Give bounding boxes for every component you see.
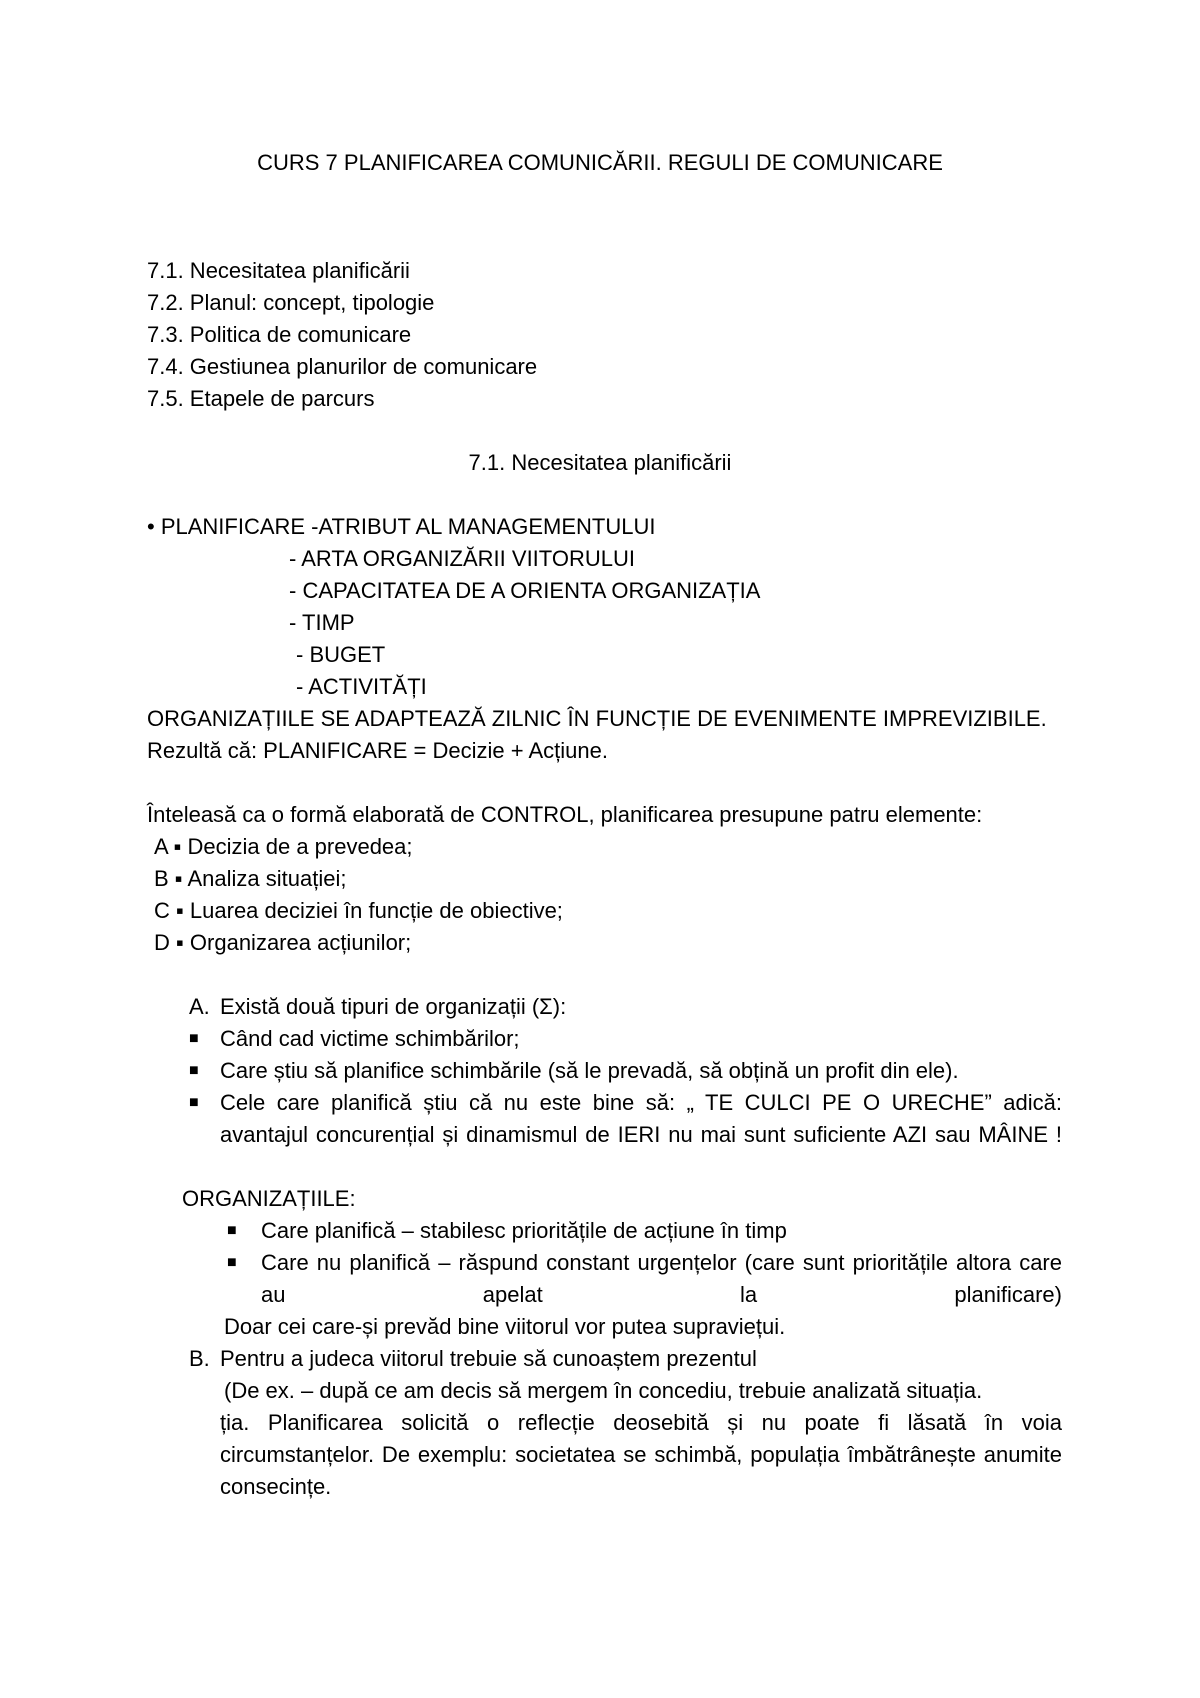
section-b-paragraph: ția. Planificarea solicită o reflecție deosebită și nu poate fi lăsată în voia circumstanțelor. De exemplu: societatea se schimbă, populația îmbătrânește anumite consecințe. (220, 1410, 1062, 1499)
element-item: B ▪ Analiza situației; (154, 866, 347, 891)
page-title: CURS 7 PLANIFICAREA COMUNICĂRII. REGULI DE COMUNICARE (257, 150, 943, 175)
organizatiile-bullet: Care nu planifică – răspund constant urgențelor (care sunt prioritățile altora care au apelat la planificare) (261, 1250, 1062, 1307)
square-bullet-icon: ■ (227, 1222, 237, 1239)
toc-item: 7.1. Necesitatea planificării (147, 258, 410, 283)
planificare-result: Rezultă că: PLANIFICARE = Decizie + Acțiune. (147, 738, 608, 763)
section-a-bullet: Care știu să planifice schimbările (să le prevadă, să obțină un profit din ele). (220, 1058, 959, 1083)
square-bullet-icon: ■ (189, 1094, 199, 1111)
planificare-attribute: - ARTA ORGANIZĂRII VIITORULUI (289, 546, 635, 571)
elements-intro: Înteleasă ca o formă elaborată de CONTROL, planificarea presupune patru elemente: (147, 802, 983, 827)
planificare-main: • PLANIFICARE -ATRIBUT AL MANAGEMENTULUI (147, 514, 656, 539)
organizatiile-bullet: Care planifică – stabilesc prioritățile de acțiune în timp (261, 1218, 787, 1243)
square-bullet-icon: ■ (189, 1062, 199, 1079)
section-a-bullet: Cele care planifică știu că nu este bine să: „ TE CULCI PE O URECHE” adică: avantajul concurențial și dinamismul de IERI nu mai sunt suficiente AZI sau MÂINE ! (220, 1090, 1062, 1147)
planificare-attribute: - TIMP (289, 610, 355, 635)
toc-item: 7.4. Gestiunea planurilor de comunicare (147, 354, 538, 379)
element-item: D ▪ Organizarea acțiunilor; (154, 930, 412, 955)
toc-item: 7.3. Politica de comunicare (147, 322, 412, 347)
element-item: C ▪ Luarea deciziei în funcție de obiective; (154, 898, 563, 923)
section-b-marker: B. (189, 1346, 210, 1371)
element-item: A ▪ Decizia de a prevedea; (154, 834, 413, 859)
section-a-conclusion: Doar cei care-și prevăd bine viitorul vor putea supraviețui. (224, 1314, 786, 1339)
section-heading: 7.1. Necesitatea planificării (468, 450, 732, 475)
section-a-heading: Există două tipuri de organizații (Σ): (220, 994, 567, 1019)
square-bullet-icon: ■ (189, 1030, 199, 1047)
planificare-attribute: - BUGET (296, 642, 386, 667)
toc-item: 7.2. Planul: concept, tipologie (147, 290, 435, 315)
planificare-attribute: - ACTIVITĂȚI (296, 674, 427, 699)
section-b-paragraph: (De ex. – după ce am decis să mergem în concediu, trebuie analizată situația. (224, 1378, 983, 1403)
section-b-heading: Pentru a judeca viitorul trebuie să cunoaștem prezentul (220, 1346, 757, 1371)
toc-item: 7.5. Etapele de parcurs (147, 386, 375, 411)
square-bullet-icon: ■ (227, 1254, 237, 1271)
section-a-marker: A. (189, 994, 210, 1019)
section-a-bullet: Când cad victime schimbărilor; (220, 1026, 520, 1051)
organizatiile-label: ORGANIZAȚIILE: (182, 1186, 356, 1211)
planificare-attribute: - CAPACITATEA DE A ORIENTA ORGANIZAȚIA (289, 578, 761, 603)
planificare-statement: ORGANIZAȚIILE SE ADAPTEAZĂ ZILNIC ÎN FUNCȚIE DE EVENIMENTE IMPREVIZIBILE. (147, 706, 1047, 731)
